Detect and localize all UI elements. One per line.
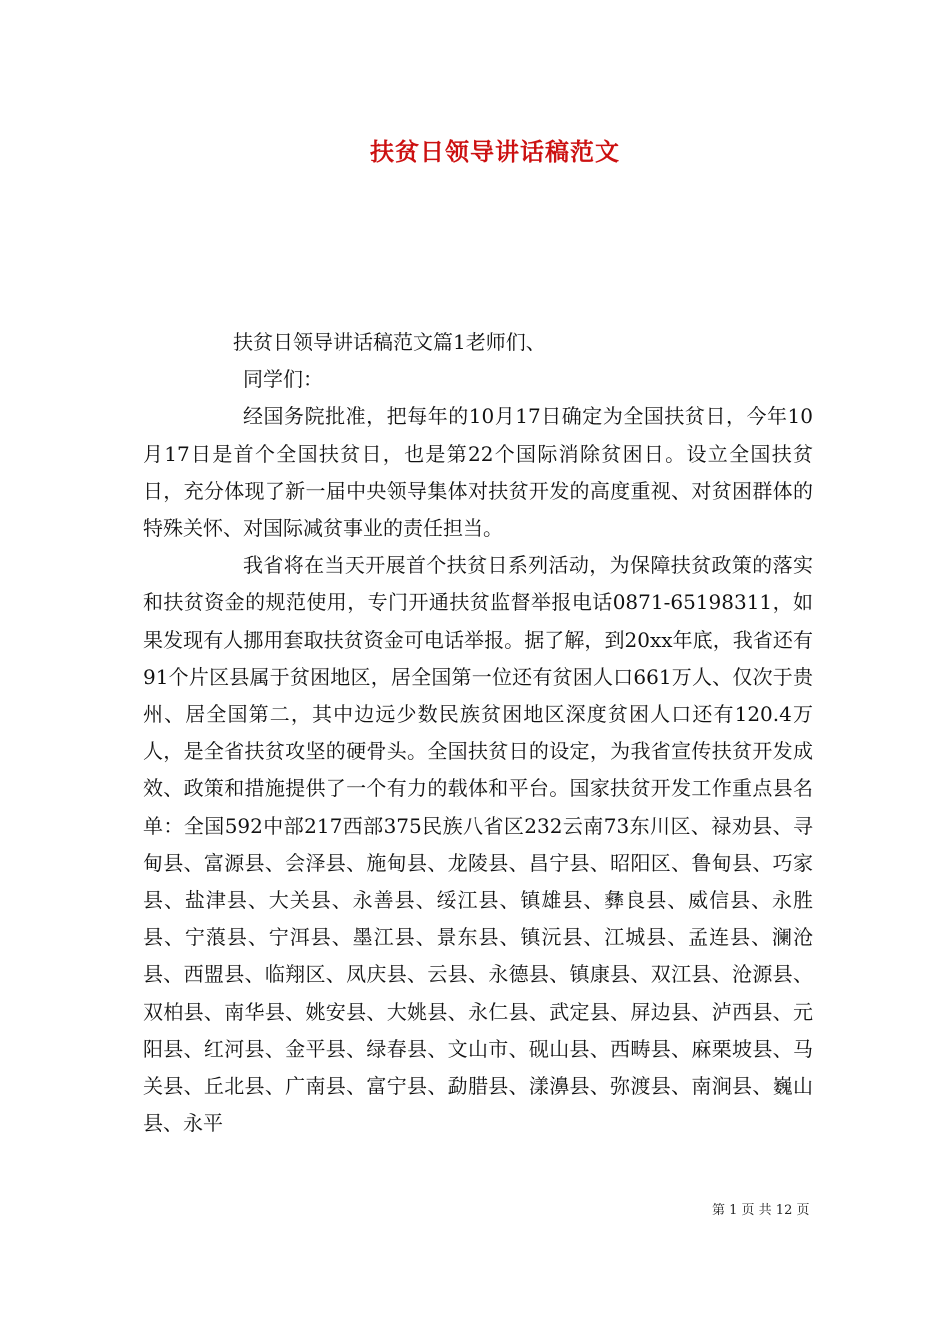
greeting: 同学们： [243,367,323,392]
document-title: 扶贫日领导讲话稿范文 [370,137,620,166]
paragraph: 我省将在当天开展首个扶贫日系列活动，为保障扶贫政策的落实和扶贫资金的规范使用，专门开通扶贫监督举报电话0871-65198311，如果发现有人挪用套取扶贫资金可电话举报。据了解，到20xx年底，我省还有91个片区县属于贫困地区，居全国第一位还有贫困人口661万人、仅次于贵州、居全国第二，其中边远少数民族贫困地区深度贫困人口还有120.4万人，是全省扶贫攻坚的硬骨头。全国扶贫日的设定，为我省宣传扶贫开发成效、政策和措施提供了一个有力的载体和平台。国家扶贫开发工作重点县名单：全国592中部217西部375民族八省区232云南73东川区、禄劝县、寻甸县、富源县、会泽县、施甸县、龙陵县、昌宁县、昭阳区、鲁甸县、巧家县、盐津县、大关县、永善县、绥江县、镇雄县、彝良县、威信县、永胜县、宁蒗县、宁洱县、墨江县、景东县、镇沅县、江城县、孟连县、澜沧县、西盟县、临翔区、凤庆县、云县、永德县、镇康县、双江县、沧源县、双柏县、南华县、姚安县、大姚县、永仁县、武定县、屏边县、泸西县、元阳县、红河县、金平县、绿春县、文山市、砚山县、西畴县、麻栗坡县、马关县、丘北县、广南县、富宁县、勐腊县、漾濞县、弥渡县、南涧县、巍山县、永平 [143,553,813,1136]
document-body [143,324,813,1142]
intro-line: 扶贫日领导讲话稿范文篇1老师们、 [233,330,546,354]
page-footer: 第 1 页 共 12 页 [712,1203,810,1218]
paragraph: 经国务院批准，把每年的10月17日确定为全国扶贫日，今年10月17日是首个全国扶贫日，也是第22个国际消除贫困日。设立全国扶贫日，充分体现了新一届中央领导集体对扶贫开发的高度重视、对贫困群体的特殊关怀、对国际减贫事业的责任担当。 [143,404,813,541]
